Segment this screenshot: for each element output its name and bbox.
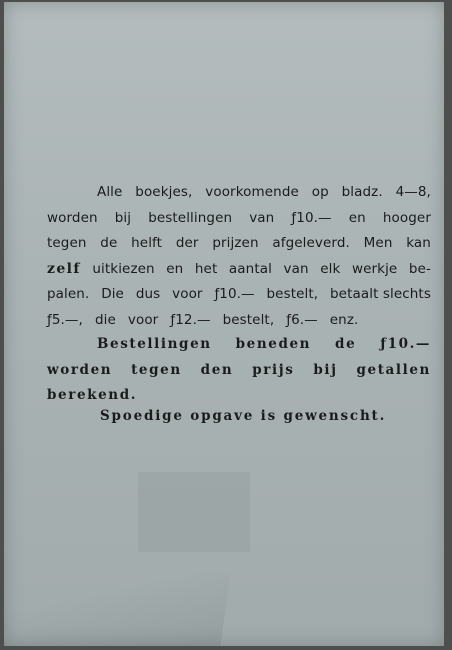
paragraph-line-6: ƒ5.—, die voor ƒ12.— bestelt, ƒ6.— enz. [47, 311, 359, 328]
order-conditions-paragraph [47, 180, 431, 334]
emphasis-zelf: zelf [47, 260, 81, 277]
faded-stamp-area [138, 472, 250, 552]
paragraph-line-2: worden bij bestellingen van ƒ10.— en hooger [47, 209, 431, 226]
closing-request: Spoedige opgave is gewenscht. [100, 408, 387, 424]
paragraph-line-4: zelf uitkiezen en het aantal van elk werkje be- [47, 257, 431, 283]
notice-line-3: berekend. [47, 387, 138, 404]
paragraph-line-1: Alle boekjes, voorkomende op bladz. 4—8, [97, 184, 431, 200]
small-orders-notice [47, 332, 431, 409]
notice-line-1: Bestellingen beneden de ƒ10.— [97, 336, 431, 352]
paragraph-line-5: palen. Die dus voor ƒ10.— bestelt, betaalt slechts [47, 286, 431, 303]
paragraph-line-3: tegen de helft der prijzen afgeleverd. Men kan [47, 235, 431, 252]
document-page [4, 2, 444, 646]
notice-line-2: worden tegen den prijs bij getallen [47, 361, 431, 378]
